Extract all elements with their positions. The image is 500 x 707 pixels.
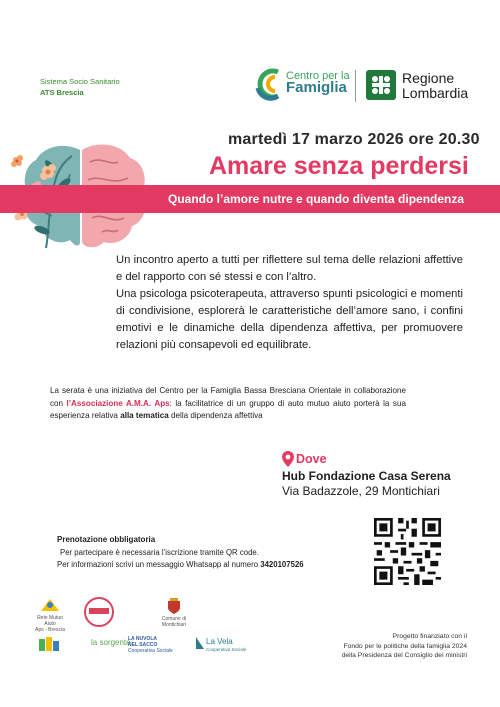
serata-part2: : la facilitatrice di un gruppo di auto mutuo aiuto porterà la sua esperienza relativa bbox=[50, 398, 406, 420]
partner-logo-icon bbox=[38, 635, 60, 653]
nuvola-line3: Cooperativa Sociale bbox=[128, 648, 173, 654]
event-description bbox=[116, 252, 463, 354]
funding-line1: Progetto finanziato con il bbox=[392, 633, 467, 640]
la-vela-logo bbox=[194, 637, 204, 656]
nuvola-nel-sacco-logo bbox=[128, 636, 178, 654]
prenotazione-info: Per informazioni scrivi un messaggio Whatsapp al numero bbox=[57, 560, 261, 569]
header-divider bbox=[355, 70, 356, 102]
associazione-name: l’Associazione A.M.A. Aps bbox=[66, 398, 170, 408]
comune-label: Comune di Montichiari bbox=[161, 616, 187, 628]
intro-paragraph-2: Una psicologa psicoterapeuta, attraverso spunti psicologici e momenti di condivisione, esplorerà le caratteristiche dell’amore sano, i confini emotivi e le dinamiche della dipendenza affettiva, per promuovere relazioni più consapevoli ed equilibrate. bbox=[116, 288, 463, 351]
location-pin-icon bbox=[282, 451, 294, 467]
vela-line2: Cooperativa Sociale bbox=[206, 647, 247, 652]
rete-mutuo-aiuto-icon bbox=[39, 597, 61, 613]
funding-note bbox=[329, 632, 467, 661]
cpf-line2: Famiglia bbox=[286, 79, 347, 96]
venue-name: Hub Fondazione Casa Serena bbox=[282, 469, 451, 483]
prenotazione-line1: Per partecipare è necessaria l’iscrizione tramite QR code. bbox=[60, 548, 259, 557]
rete-mutuo-aiuto-logo bbox=[32, 597, 68, 633]
ama-association-logo-icon bbox=[84, 597, 114, 627]
sail-icon bbox=[194, 637, 204, 651]
whatsapp-number: 3420107526 bbox=[260, 560, 304, 569]
vela-line1: La Vela bbox=[206, 637, 233, 646]
venue-address: Via Badazzole, 29 Montichiari bbox=[282, 484, 440, 498]
la-sorgente-logo: la sorgente bbox=[91, 638, 131, 647]
serata-note bbox=[50, 385, 406, 423]
rete-line1: Rete Mutuo Aiuto bbox=[37, 615, 63, 627]
nuvola-line1: LA NUVOLA bbox=[128, 636, 157, 642]
comune-montichiari-logo bbox=[158, 598, 190, 628]
serata-bold: alla tematica bbox=[120, 411, 169, 420]
ats-line1: Sistema Socio Sanitario bbox=[40, 77, 120, 86]
regione-lombardia-text bbox=[402, 71, 468, 101]
comune-crest-icon bbox=[167, 598, 181, 614]
serata-part3: della dipendenza affettiva bbox=[168, 411, 263, 420]
event-title: Amare senza perdersi bbox=[209, 152, 469, 180]
rete-line2: Aps - Brescia bbox=[35, 627, 65, 633]
la-vela-text bbox=[206, 638, 246, 654]
serata-part1: La serata è una iniziativa del Centro per la Famiglia Bassa Bresciana Orientale in collaborazione con bbox=[50, 386, 406, 408]
regione-lombardia-logo-icon bbox=[366, 70, 396, 100]
centro-famiglia-text bbox=[286, 70, 350, 94]
qr-code-icon[interactable] bbox=[374, 518, 441, 585]
funding-line2: Fondo per le politiche della famiglia 2024 bbox=[343, 642, 467, 650]
prenotazione-line2 bbox=[57, 560, 304, 569]
nuvola-line2: NEL SACCO bbox=[128, 642, 158, 648]
prenotazione-title: Prenotazione obbligatoria bbox=[57, 535, 156, 544]
regione-line1: Regione bbox=[402, 70, 455, 86]
cpf-line1: Centro per la bbox=[286, 70, 350, 82]
event-date: martedì 17 marzo 2026 ore 20.30 bbox=[228, 131, 480, 148]
event-subtitle: Quando l’amore nutre e quando diventa dipendenza bbox=[168, 192, 465, 206]
centro-famiglia-logo-icon bbox=[254, 66, 284, 102]
funding-line3: della Presidenza del Consiglio dei ministri bbox=[341, 652, 467, 659]
dove-label: Dove bbox=[296, 452, 327, 466]
intro-paragraph-1: Un incontro aperto a tutti per riflettere sul tema delle relazioni affettive e del rapporto con sé stessi e con l’altro. bbox=[116, 254, 463, 283]
ats-brescia-label bbox=[40, 76, 120, 98]
regione-line2: Lombardia bbox=[402, 85, 469, 101]
ats-line2: ATS Brescia bbox=[40, 88, 84, 97]
